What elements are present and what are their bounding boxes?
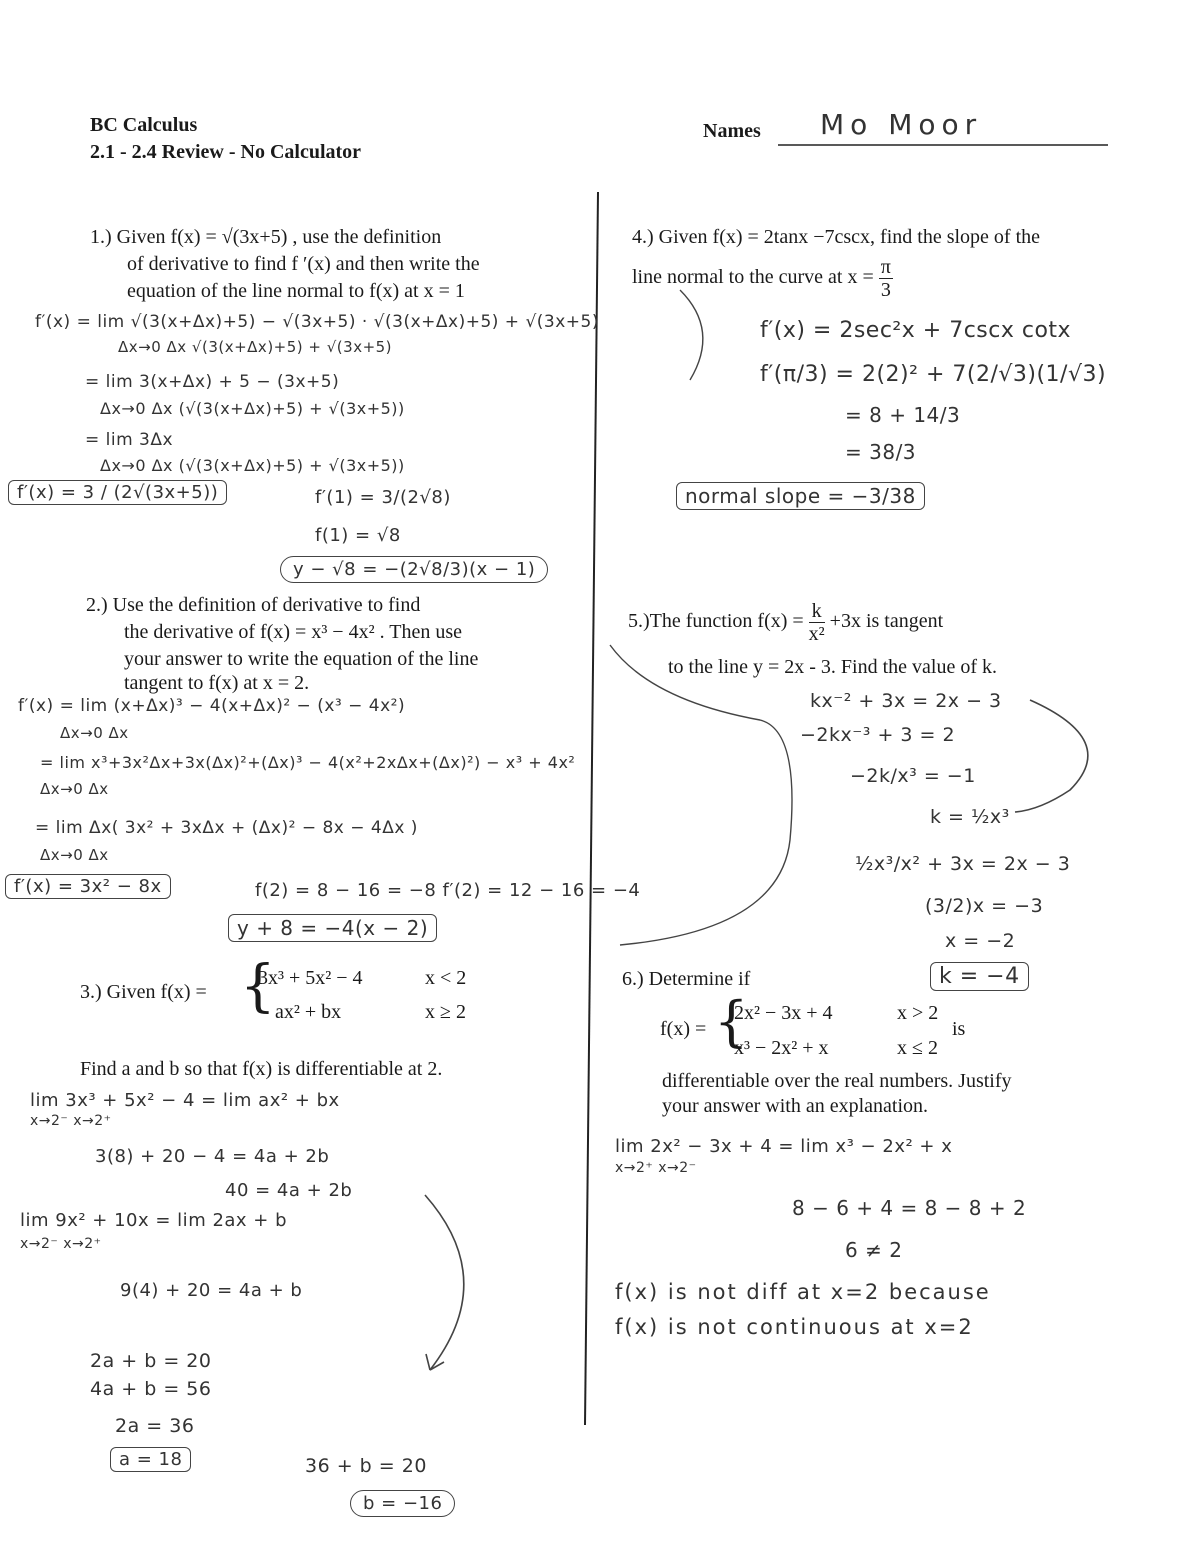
problem-3-work-3: 3(8) + 20 − 4 = 4a + 2b xyxy=(95,1146,330,1167)
problem-1-derivative-answer: f′(x) = 3 / (2√(3x+5)) xyxy=(8,480,227,505)
problem-3-work-12: 36 + b = 20 xyxy=(305,1455,427,1477)
problem-1-work-6: Δx→0 Δx (√(3(x+Δx)+5) + √(3x+5)) xyxy=(100,456,405,475)
problem-2-work-1: f′(x) = lim (x+Δx)³ − 4(x+Δx)² − (x³ − 4x²) xyxy=(18,696,406,716)
problem-6-is: is xyxy=(952,1018,966,1040)
problem-6-line-2: differentiable over the real numbers. Justify xyxy=(662,1070,1012,1092)
problem-4-work-4: = 38/3 xyxy=(845,440,917,464)
problem-1-line-1: 1.) Given f(x) = √(3x+5) , use the definition xyxy=(90,226,442,248)
problem-5-work-6: (3/2)x = −3 xyxy=(925,895,1044,917)
problem-3-work-2: x→2⁻ x→2⁺ xyxy=(30,1113,112,1129)
problem-3-a-answer: a = 18 xyxy=(110,1447,191,1472)
problem-6-line-3: your answer with an explanation. xyxy=(662,1095,929,1117)
problem-6-case-1-expr: 2x² − 3x + 4 xyxy=(734,1002,833,1024)
problem-2-line-2: the derivative of f(x) = x³ − 4x² . Then use xyxy=(124,621,462,643)
numerator-k: k xyxy=(809,600,825,623)
problem-1-work-5: = lim 3Δx xyxy=(85,430,174,450)
problem-3-work-7: 9(4) + 20 = 4a + b xyxy=(120,1280,303,1301)
problem-3-case-1-expr: 3x³ + 5x² − 4 xyxy=(258,967,363,989)
problem-3-work-6: x→2⁻ x→2⁺ xyxy=(20,1236,102,1252)
problem-5-work-4: k = ½x³ xyxy=(930,806,1010,828)
problem-4-line-2-text: line normal to the curve at x = xyxy=(632,266,874,289)
problem-3-b-answer: b = −16 xyxy=(350,1490,455,1517)
problem-6-work-4: 6 ≠ 2 xyxy=(845,1238,903,1262)
k-over-x-squared xyxy=(809,600,825,645)
problem-5-tail: +3x is tangent xyxy=(829,610,944,633)
problem-2-line-1: 2.) Use the definition of derivative to find xyxy=(86,594,421,616)
problem-3-prompt: Find a and b so that f(x) is differentiable at 2. xyxy=(80,1058,443,1080)
problem-2-work-2: Δx→0 Δx xyxy=(60,724,129,742)
problem-1-line-2: of derivative to find f ′(x) and then write the xyxy=(127,253,480,275)
pi-symbol: π xyxy=(880,256,891,278)
problem-4-work-3: = 8 + 14/3 xyxy=(845,403,961,427)
problem-1-work-1: f′(x) = lim √(3(x+Δx)+5) − √(3x+5) · √(3(x+Δx)+5) + √(3x+5) xyxy=(35,312,599,332)
problem-6-work-2: x→2⁺ x→2⁻ xyxy=(615,1160,697,1176)
names-value: Mo Moor xyxy=(820,108,983,141)
problem-6-case-1-cond: x > 2 xyxy=(897,1002,939,1024)
problem-3-work-9: 4a + b = 56 xyxy=(90,1378,212,1400)
problem-3-work-5: lim 9x² + 10x = lim 2ax + b xyxy=(20,1210,288,1231)
problem-3-work-10: 2a = 36 xyxy=(115,1415,195,1437)
problem-6-label: 6.) Determine if xyxy=(622,968,751,990)
problem-2-work-3: = lim x³+3x²Δx+3x(Δx)²+(Δx)³ − 4(x²+2xΔx+(Δx)²) − x³ + 4x² xyxy=(40,753,576,772)
problem-3-case-2-cond: x ≥ 2 xyxy=(425,1001,466,1023)
problem-4-work-2: f′(π/3) = 2(2)² + 7(2/√3)(1/√3) xyxy=(760,362,1107,387)
problem-4-line-2 xyxy=(632,256,893,301)
problem-5-line-1 xyxy=(628,600,943,645)
problem-5-work-7: x = −2 xyxy=(945,930,1016,952)
problem-2-line-3: your answer to write the equation of the line xyxy=(124,648,479,670)
pi-over-3 xyxy=(879,256,893,301)
problem-2-work-4: Δx→0 Δx xyxy=(40,780,109,798)
problem-6-work-3: 8 − 6 + 4 = 8 − 8 + 2 xyxy=(792,1196,1027,1220)
problem-6-brace: { xyxy=(714,990,749,1053)
problem-1-work-4: Δx→0 Δx (√(3(x+Δx)+5) + √(3x+5)) xyxy=(100,399,405,418)
problem-3-brace: { xyxy=(240,954,276,1019)
problem-5-work-2: −2kx⁻³ + 3 = 2 xyxy=(800,724,956,746)
problem-6-case-2-cond: x ≤ 2 xyxy=(897,1037,938,1059)
problem-1-fprime-at-1: f′(1) = 3/(2√8) xyxy=(315,487,451,508)
problem-3-work-4: 40 = 4a + 2b xyxy=(225,1180,353,1201)
problem-6-conclusion-1: f(x) is not diff at x=2 because xyxy=(615,1280,991,1304)
course-title: BC Calculus xyxy=(90,114,198,136)
problem-5-work-3: −2k/x³ = −1 xyxy=(850,765,976,787)
problem-2-tangent-line: y + 8 = −4(x − 2) xyxy=(228,914,437,942)
problem-4-line-1: 4.) Given f(x) = 2tanx −7cscx, find the slope of the xyxy=(632,226,1041,248)
worksheet-title: 2.1 - 2.4 Review - No Calculator xyxy=(90,141,362,163)
problem-1-work-2: Δx→0 Δx √(3(x+Δx)+5) + √(3x+5) xyxy=(118,338,393,356)
problem-1-line-3: equation of the line normal to f(x) at x = 1 xyxy=(127,280,465,302)
problem-5-answer: k = −4 xyxy=(930,962,1029,991)
problem-5-work-1: kx⁻² + 3x = 2x − 3 xyxy=(810,690,1002,712)
names-label: Names xyxy=(703,120,761,142)
problem-3-label: 3.) Given f(x) = xyxy=(80,981,207,1003)
problem-3-case-2-expr: ax² + bx xyxy=(275,1001,342,1023)
problem-2-work-5: = lim Δx( 3x² + 3xΔx + (Δx)² − 8x − 4Δx ) xyxy=(35,818,418,838)
problem-4-answer: normal slope = −3/38 xyxy=(676,482,925,510)
problem-1-work-3: = lim 3(x+Δx) + 5 − (3x+5) xyxy=(85,372,340,392)
problem-2-values: f(2) = 8 − 16 = −8 f′(2) = 12 − 16 = −4 xyxy=(255,880,641,901)
problem-5-line-2: to the line y = 2x - 3. Find the value of k. xyxy=(668,656,998,678)
problem-3-case-1-cond: x < 2 xyxy=(425,967,467,989)
denominator-three: 3 xyxy=(880,279,891,301)
problem-5-lead: 5.)The function f(x) = xyxy=(628,610,804,633)
problem-4-work-1: f′(x) = 2sec²x + 7cscx cotx xyxy=(760,318,1072,343)
denominator-x-squared: x² xyxy=(808,623,825,645)
problem-6-conclusion-2: f(x) is not continuous at x=2 xyxy=(615,1315,974,1339)
problem-1-f-at-1: f(1) = √8 xyxy=(315,525,401,546)
problem-2-work-6: Δx→0 Δx xyxy=(40,846,109,864)
problem-2-line-4: tangent to f(x) at x = 2. xyxy=(124,672,310,694)
problem-5-work-5: ½x³/x² + 3x = 2x − 3 xyxy=(855,853,1071,875)
problem-1-normal-line: y − √8 = −(2√8/3)(x − 1) xyxy=(280,556,548,583)
problem-3-work-1: lim 3x³ + 5x² − 4 = lim ax² + bx xyxy=(30,1090,340,1111)
problem-6-fx: f(x) = xyxy=(660,1018,707,1040)
problem-6-case-2-expr: x³ − 2x² + x xyxy=(734,1037,829,1059)
problem-6-work-1: lim 2x² − 3x + 4 = lim x³ − 2x² + x xyxy=(615,1136,953,1157)
problem-2-derivative-answer: f′(x) = 3x² − 8x xyxy=(5,874,171,899)
problem-3-work-8: 2a + b = 20 xyxy=(90,1350,212,1372)
